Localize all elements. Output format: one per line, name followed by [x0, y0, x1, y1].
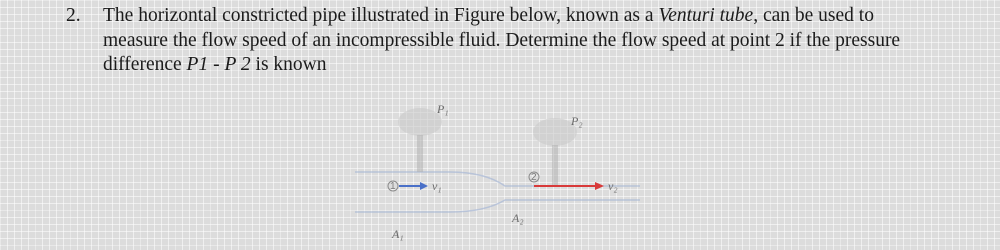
- question-text-part1: The horizontal constricted pipe illustrated in Figure below, known as a: [103, 5, 659, 26]
- question-text-part2: , can be used to measure the flow speed of an incompressible fluid. Determine the flow speed at point 2 if the pressure difference: [103, 5, 901, 75]
- pressure-p2: P 2: [224, 54, 251, 75]
- label-p2: P₂: [571, 114, 583, 128]
- label-v1: v₁: [432, 179, 442, 193]
- point-2-label: 2: [531, 172, 537, 183]
- velocity-1-arrowhead: [420, 182, 428, 190]
- manometer-left: [398, 108, 442, 136]
- question-text-part3: is known: [250, 54, 327, 75]
- venturi-tube-term: Venturi tube: [658, 5, 754, 26]
- point-1-label: 1: [390, 181, 396, 192]
- label-a1: A₁: [392, 227, 404, 241]
- minus-sign: -: [208, 54, 225, 75]
- question-number: 2.: [66, 5, 81, 26]
- label-p1: P₁: [437, 102, 449, 116]
- pressure-p1: P1: [186, 54, 209, 75]
- label-a2: A₂: [512, 211, 524, 225]
- label-v2: v₂: [608, 179, 618, 193]
- pipe-bottom-wall: [355, 200, 640, 212]
- velocity-2-arrowhead: [595, 182, 604, 190]
